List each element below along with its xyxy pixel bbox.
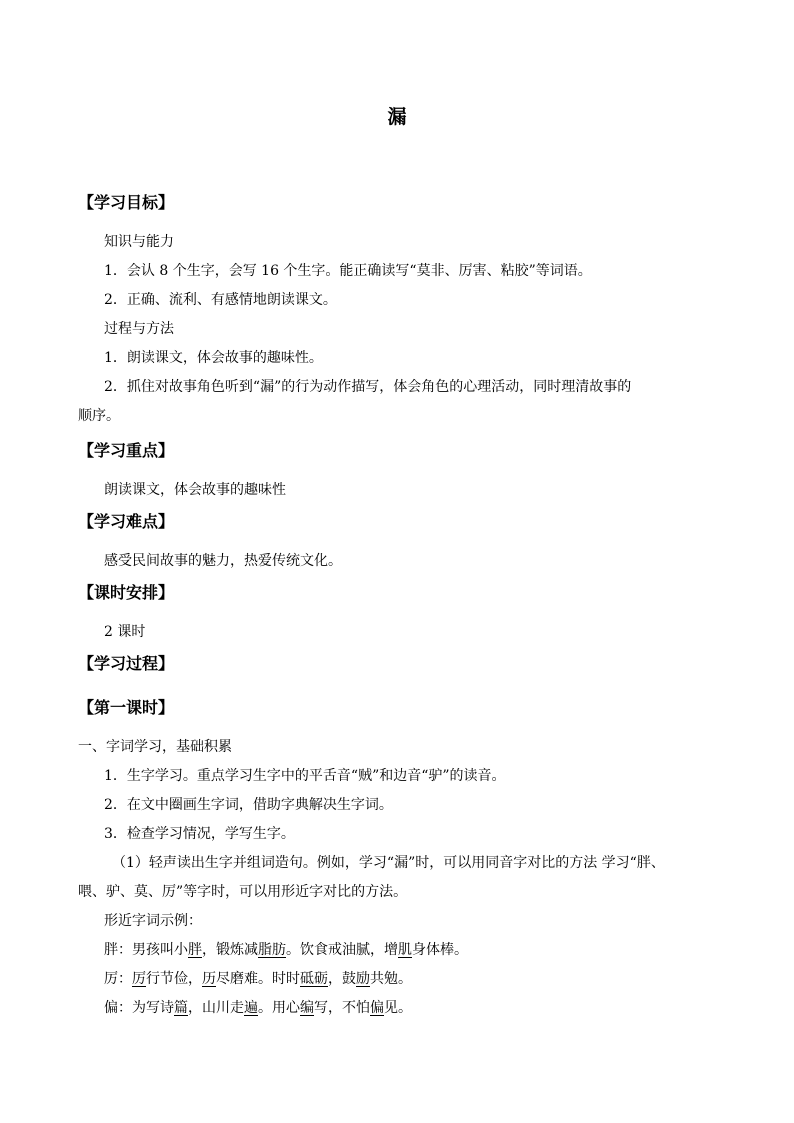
example-text: 偏：为写诗 — [104, 1000, 174, 1016]
step-item: 2．在文中圈画生字词，借助字典解决生字词。 — [104, 797, 393, 813]
example-text: 写，不怕 — [314, 1000, 370, 1016]
underlined-word: 编 — [300, 1000, 314, 1016]
example-line — [104, 998, 412, 1018]
underlined-word: 偏 — [370, 1000, 384, 1016]
example-text: 身体棒。 — [412, 942, 468, 958]
section-heading-process: 【学习过程】 — [78, 654, 175, 673]
examples-label: 形近字词示例： — [104, 913, 202, 929]
subheading-knowledge: 知识与能力 — [104, 234, 174, 250]
section-heading-schedule: 【课时安排】 — [78, 583, 175, 602]
key-text: 朗读课文，体会故事的趣味性 — [104, 482, 286, 498]
section-heading-goals: 【学习目标】 — [78, 193, 175, 212]
paragraph-line-continued: 喂、驴、莫、厉”等字时，可以用形近字对比的方法。 — [78, 884, 408, 900]
goal-item-continued: 顺序。 — [78, 408, 120, 424]
example-text: 尽磨难。时时 — [216, 971, 300, 987]
example-text: 。用心 — [258, 1000, 300, 1016]
example-line — [104, 969, 412, 989]
example-text: 行节俭， — [146, 971, 202, 987]
underlined-word: 励 — [356, 971, 370, 987]
goal-item: 2．抓住对故事角色听到“漏”的行为动作描写，体会角色的心理活动，同时理清故事的 — [104, 379, 632, 395]
example-text: 胖：男孩叫小 — [104, 942, 188, 958]
example-text: 共勉。 — [370, 971, 412, 987]
underlined-word: 历 — [202, 971, 216, 987]
example-text: ，鼓 — [328, 971, 356, 987]
subheading-process: 过程与方法 — [104, 321, 174, 337]
section-heading-key: 【学习重点】 — [78, 441, 175, 460]
part-heading: 一、字词学习，基础积累 — [78, 739, 232, 755]
underlined-word: 遍 — [244, 1000, 258, 1016]
document-title: 漏 — [387, 106, 407, 128]
difficult-text: 感受民间故事的魅力，热爱传统文化。 — [104, 553, 342, 569]
step-item: 3．检查学习情况，学写生字。 — [104, 826, 295, 842]
section-heading-difficult: 【学习难点】 — [78, 512, 175, 531]
example-text: 厉： — [104, 971, 132, 987]
example-text: ，锻炼减 — [202, 942, 258, 958]
goal-item: 1．会认 8 个生字，会写 16 个生字。能正确读写“莫非、厉害、粘胶”等词语。 — [104, 263, 592, 279]
underlined-word: 砥砺 — [300, 971, 328, 987]
underlined-word: 肌 — [398, 942, 412, 958]
underlined-word: 胖 — [188, 942, 202, 958]
paragraph-line: （1）轻声读出生字并组词造句。例如，学习“漏”时，可以用同音字对比的方法 学习“胖、 — [112, 855, 665, 871]
example-text: 见。 — [384, 1000, 412, 1016]
underlined-word: 篇 — [174, 1000, 188, 1016]
goal-item: 2．正确、流利、有感情地朗读课文。 — [104, 292, 337, 308]
goal-item: 1．朗读课文，体会故事的趣味性。 — [104, 350, 323, 366]
example-line — [104, 940, 468, 960]
underlined-word: 厉 — [132, 971, 146, 987]
underlined-word: 脂肪 — [258, 942, 286, 958]
step-item: 1．生字学习。重点学习生字中的平舌音“贼”和边音“驴”的读音。 — [104, 768, 506, 784]
section-heading-lesson1: 【第一课时】 — [78, 698, 175, 717]
schedule-text: 2 课时 — [104, 624, 146, 640]
example-text: 。饮食戒油腻，增 — [286, 942, 398, 958]
example-text: ，山川走 — [188, 1000, 244, 1016]
